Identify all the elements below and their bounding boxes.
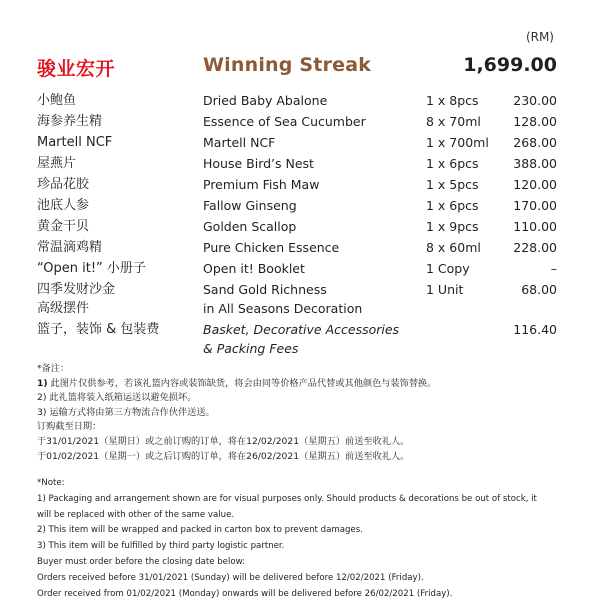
item-english-name-line2: in All Seasons Decoration (203, 301, 363, 316)
item-chinese-name (37, 280, 197, 318)
item-price: 388.00 (513, 156, 557, 171)
item-list (37, 90, 557, 359)
item-price: 68.00 (521, 282, 557, 297)
item-english-name: Essence of Sea Cucumber (203, 114, 366, 129)
item-english-name: Premium Fish Maw (203, 177, 320, 192)
note-1-line1: 1) Packaging and arrangement shown are for visual purposes only. Should products & decorations be out of stock, it (37, 493, 537, 504)
item-english-name-line2: & Packing Fees (203, 341, 299, 356)
list-item (37, 132, 557, 153)
item-price: 170.00 (513, 198, 557, 213)
item-price: – (550, 261, 557, 276)
deadline-2: Order received from 01/02/2021 (Monday) onwards will be delivered before 26/02/2021 (Friday). (37, 588, 453, 599)
title-row (37, 54, 557, 84)
notes-heading: *备注： (37, 363, 70, 374)
list-item (37, 195, 557, 216)
item-price: 116.40 (513, 322, 557, 337)
note-2: 2) This item will be wrapped and packed in carton box to prevent damages. (37, 525, 363, 536)
item-english-name: Martell NCF (203, 135, 276, 150)
note-text: 此图片仅供参考，若该礼篮内容或装饰缺货，将会由同等价格产品代替或其他颜色与装饰替换。 (47, 377, 437, 389)
item-quantity: 1 Copy (426, 261, 470, 276)
total-price: 1,699.00 (463, 54, 557, 76)
item-english-name: Pure Chicken Essence (203, 240, 340, 255)
item-quantity: 8 x 60ml (426, 240, 481, 255)
item-chinese-name: 池底人参 (37, 198, 90, 213)
list-item (37, 319, 557, 359)
item-price: 110.00 (513, 219, 557, 234)
item-quantity: 1 x 6pcs (426, 198, 479, 213)
item-quantity: 1 x 8pcs (426, 93, 479, 108)
note-1-line2: will be replaced with other of the same value. (37, 509, 235, 520)
deadline-1: 于31/01/2021（星期日）或之前订购的订单，将在12/02/2021（星期五）前送至收礼人。 (37, 435, 410, 447)
note-3: 3) 运输方式将由第三方物流合作伙伴送送。 (37, 406, 215, 418)
item-quantity: 1 x 5pcs (426, 177, 479, 192)
item-chinese-name: 小鲍鱼 (37, 93, 77, 108)
item-english-name (203, 280, 433, 318)
deadline-heading: Buyer must order before the closing date below: (37, 556, 246, 567)
item-english-name: House Bird’s Nest (203, 156, 314, 171)
deadline-heading: 订购截至日期： (37, 421, 102, 433)
item-chinese-name: 屋燕片 (37, 156, 77, 171)
item-price: 230.00 (513, 93, 557, 108)
item-chinese-name: “Open it!” 小册子 (37, 261, 146, 276)
notes-english (37, 476, 577, 602)
item-chinese-name-line1: 四季发财沙金 (37, 282, 116, 297)
item-price: 228.00 (513, 240, 557, 255)
notes-chinese (37, 362, 577, 464)
title-english: Winning Streak (203, 54, 372, 76)
notes-heading: *Note: (37, 478, 65, 488)
item-english-name: Dried Baby Abalone (203, 93, 328, 108)
note-2: 2) 此礼篮将装入纸箱运送以避免损坏。 (37, 392, 197, 404)
list-item (37, 279, 557, 319)
note-1 (37, 377, 577, 392)
deadline-2: 于01/02/2021（星期一）或之后订购的订单，将在26/02/2021（星期五）前送至收礼人。 (37, 450, 410, 462)
item-chinese-name: 珍品花胶 (37, 177, 90, 192)
note-number: 1) (37, 377, 48, 389)
item-english-name: Open it! Booklet (203, 261, 305, 276)
item-chinese-name: 篮子，装饰 & 包装费 (37, 322, 160, 337)
item-price: 128.00 (513, 114, 557, 129)
list-item (37, 258, 557, 279)
item-english-name-line1: Sand Gold Richness (203, 282, 327, 297)
item-chinese-name: 黄金干贝 (37, 219, 90, 234)
list-item (37, 216, 557, 237)
list-item (37, 237, 557, 258)
item-english-name-line1: Basket, Decorative Accessories (203, 322, 400, 337)
list-item (37, 153, 557, 174)
deadline-1: Orders received before 31/01/2021 (Sunday) will be delivered before 12/02/2021 (Friday). (37, 572, 424, 583)
list-item (37, 174, 557, 195)
title-chinese: 骏业宏开 (37, 58, 116, 80)
item-quantity: 1 x 9pcs (426, 219, 479, 234)
item-quantity: 1 Unit (426, 282, 464, 297)
item-english-name (203, 320, 433, 358)
item-price: 120.00 (513, 177, 557, 192)
currency-label: (RM) (525, 30, 554, 44)
list-item (37, 111, 557, 132)
item-chinese-name: 常温滴鸡精 (37, 240, 103, 255)
item-chinese-name: 海参养生精 (37, 114, 103, 129)
item-chinese-name-line2: 高级摆件 (37, 301, 90, 316)
item-english-name: Golden Scallop (203, 219, 297, 234)
item-chinese-name: Martell NCF (37, 135, 113, 150)
item-quantity: 8 x 70ml (426, 114, 481, 129)
item-price: 268.00 (513, 135, 557, 150)
note-3: 3) This item will be fulfilled by third party logistic partner. (37, 541, 285, 552)
item-quantity: 1 x 700ml (426, 135, 489, 150)
item-english-name: Fallow Ginseng (203, 198, 297, 213)
item-quantity: 1 x 6pcs (426, 156, 479, 171)
list-item (37, 90, 557, 111)
